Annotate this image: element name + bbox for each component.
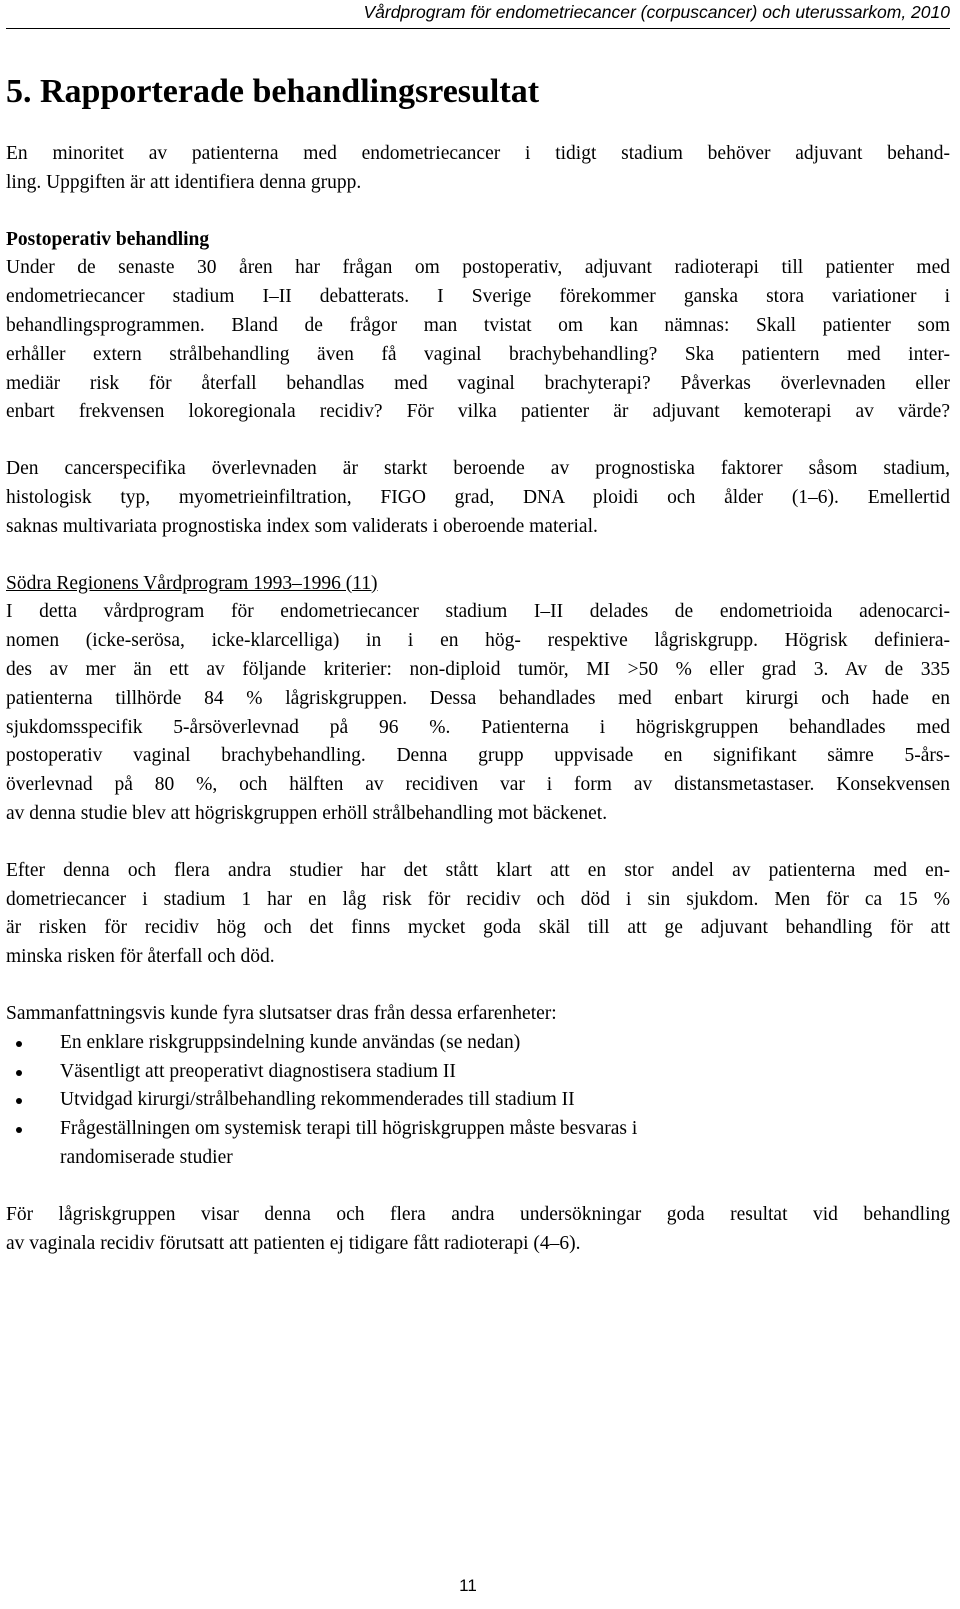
text-line: mediär risk för återfall behandlas med vaginal brachyterapi? Påverkas överlevnaden eller <box>6 372 950 394</box>
page-number: 11 <box>459 1576 477 1595</box>
prognostic-paragraph <box>6 455 950 541</box>
summary-intro <box>6 1000 950 1029</box>
list-item <box>6 1029 950 1058</box>
text-line: En enklare riskgruppsindelning kunde användas (se nedan) <box>60 1031 521 1053</box>
text-line: nomen (icke-serösa, icke-klarcelliga) in i en hög- respektive lågriskgrupp. Högrisk definiera- <box>6 630 950 652</box>
text-line: des av mer än ett av följande kriterier: non-diploid tumör, MI >50 % eller grad 3. Av de 335 <box>6 658 950 680</box>
text-line: Frågeställningen om systemisk terapi till högriskgruppen måste besvaras i <box>60 1118 638 1140</box>
page-content <box>6 70 950 1258</box>
postop-heading: Postoperativ behandling <box>6 228 210 250</box>
list-item <box>6 1058 950 1087</box>
list-item <box>6 1115 950 1173</box>
text-line: av denna studie blev att högriskgruppen erhöll strålbehandling mot bäckenet. <box>6 802 608 824</box>
text-line: För lågriskgruppen visar denna och flera andra undersökningar goda resultat vid behandling <box>6 1203 950 1225</box>
intro-paragraph <box>6 140 950 198</box>
text-line: histologisk typ, myometrieinfiltration, FIGO grad, DNA ploidi och ålder (1–6). Emellertid <box>6 486 950 508</box>
sodra-paragraph <box>6 570 950 829</box>
conclusion-paragraph <box>6 857 950 972</box>
header-rule <box>6 28 950 29</box>
text-line: Efter denna och flera andra studier har det stått klart att en stor andel av patienterna med en- <box>6 859 950 881</box>
postop-paragraph <box>6 226 950 428</box>
lowrisk-paragraph <box>6 1201 950 1259</box>
sodra-heading: Södra Regionens Vårdprogram 1993–1996 (11) <box>6 572 378 594</box>
text-line: Den cancerspecifika överlevnaden är starkt beroende av prognostiska faktorer såsom stadium, <box>6 458 950 480</box>
text-line: överlevnad på 80 %, och hälften av recidiven var i form av distansmetastaser. Konsekvensen <box>6 774 950 796</box>
text-line: Utvidgad kirurgi/strålbehandling rekommenderades till stadium II <box>60 1089 575 1111</box>
text-line: Under de senaste 30 åren har frågan om postoperativ, adjuvant radioterapi till patienter med <box>6 257 950 279</box>
text-line: enbart frekvensen lokoregionala recidiv? För vilka patienter är adjuvant kemoterapi av värde? <box>6 401 950 423</box>
conclusions-list <box>6 1029 950 1173</box>
text-line: randomiserade studier <box>60 1146 233 1168</box>
text-line: dometriecancer i stadium 1 har en låg risk för recidiv och död i sin sjukdom. Men för ca 15 % <box>6 888 950 910</box>
text-line: av vaginala recidiv förutsatt att patienten ej tidigare fått radioterapi (4–6). <box>6 1232 581 1254</box>
text-line: sjukdomsspecifik 5-årsöverlevnad på 96 %. Patienterna i högriskgruppen behandlades med <box>6 716 950 738</box>
text-line: minska risken för återfall och död. <box>6 946 275 968</box>
text-line: I detta vårdprogram för endometriecancer stadium I–II delades de endometrioida adenocarci- <box>6 601 950 623</box>
text-line: postoperativ vaginal brachybehandling. Denna grupp uppvisade en signifikant sämre 5-års- <box>6 745 950 767</box>
text-line: Väsentligt att preoperativt diagnostisera stadium II <box>60 1060 456 1082</box>
text-line: ling. Uppgiften är att identifiera denna grupp. <box>6 171 362 193</box>
text-line: En minoritet av patienterna med endometriecancer i tidigt stadium behöver adjuvant behand- <box>6 143 950 164</box>
text-line: patienterna tillhörde 84 % lågriskgruppen. Dessa behandlades med enbart kirurgi och hade en <box>6 687 950 709</box>
text-line: är risken för recidiv hög och det finns mycket goda skäl till att ge adjuvant behandling för att <box>6 917 950 939</box>
bullet-icon <box>16 1098 22 1104</box>
running-header: Vårdprogram för endometriecancer (corpuscancer) och uterussarkom, 2010 <box>363 2 950 22</box>
bullet-icon <box>16 1127 22 1133</box>
bullet-icon <box>16 1070 22 1076</box>
bullet-icon <box>16 1041 22 1047</box>
section-title: 5. Rapporterade behandlingsresultat <box>6 73 540 110</box>
text-line: behandlingsprogrammen. Bland de frågor man tvistat om kan nämnas: Skall patienter som <box>6 314 950 336</box>
list-item <box>6 1086 950 1115</box>
text-line: saknas multivariata prognostiska index som validerats i oberoende material. <box>6 515 598 537</box>
text-line: endometriecancer stadium I–II debatterats. I Sverige förekommer ganska stora variationer i <box>6 286 950 308</box>
text-line: erhåller extern strålbehandling även få vaginal brachybehandling? Ska patientern med inter- <box>6 343 950 365</box>
text-line: Sammanfattningsvis kunde fyra slutsatser dras från dessa erfarenheter: <box>6 1002 557 1024</box>
